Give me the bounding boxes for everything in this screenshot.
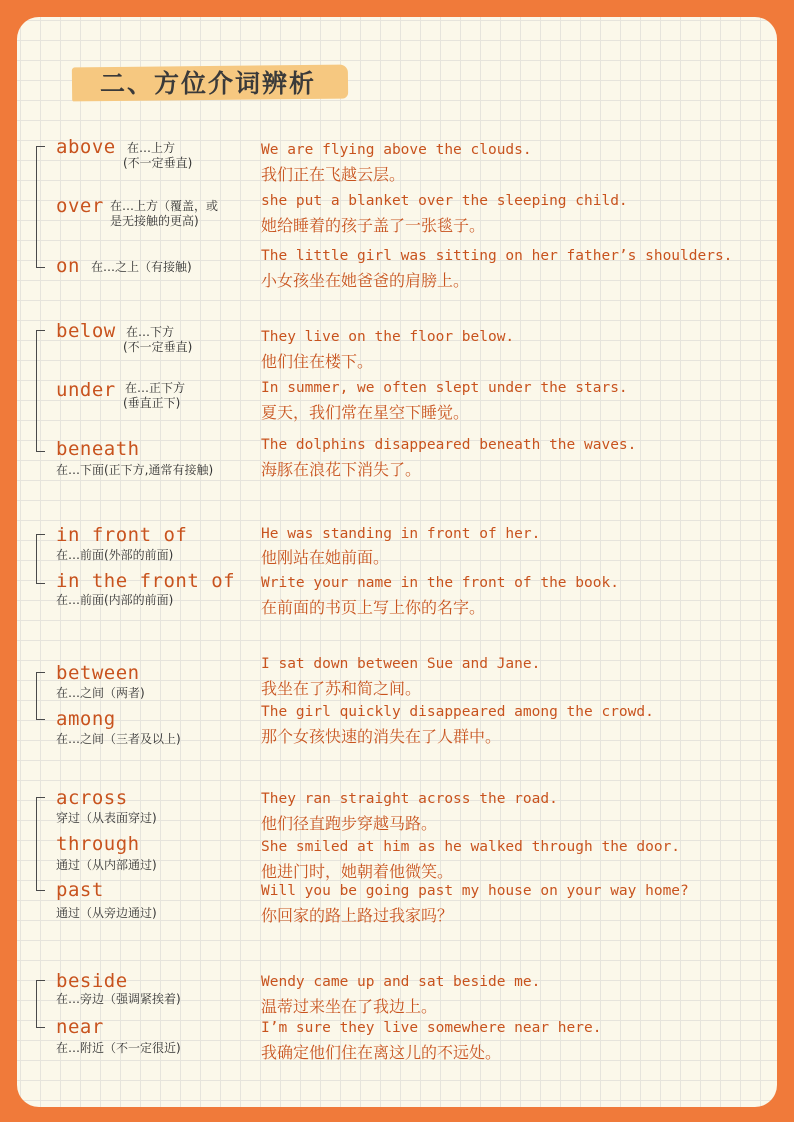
example-chinese: 他进门时，她朝着他微笑。 xyxy=(261,862,454,881)
group-bracket-above xyxy=(36,146,45,268)
section-heading xyxy=(72,58,316,100)
example-chinese: 我们正在飞越云层。 xyxy=(261,165,406,184)
example-chinese: 我确定他们住在离这儿的不远处。 xyxy=(261,1043,502,1062)
usage-note: 在…前面(外部的前面) xyxy=(56,548,174,562)
example-english: Will you be going past my house on your way home? xyxy=(261,883,689,899)
example-english: she put a blanket over the sleeping child. xyxy=(261,193,628,209)
preposition-word: between xyxy=(56,662,140,684)
example-chinese: 海豚在浪花下消失了。 xyxy=(261,460,422,479)
example-english: Write your name in the front of the book. xyxy=(261,575,619,591)
example-english: She smiled at him as he walked through the door. xyxy=(261,839,681,855)
preposition-word: above xyxy=(56,136,116,158)
group-bracket-between xyxy=(36,672,45,720)
example-english: I’m sure they live somewhere near here. xyxy=(261,1020,602,1036)
usage-note: 在…下面(正下方,通常有接触) xyxy=(56,463,214,477)
preposition-word: near xyxy=(56,1016,104,1038)
preposition-word: among xyxy=(56,708,116,730)
preposition-word: beside xyxy=(56,970,128,992)
example-chinese: 那个女孩快速的消失在了人群中。 xyxy=(261,727,502,746)
example-english: He was standing in front of her. xyxy=(261,526,541,542)
group-bracket-beside xyxy=(36,980,45,1028)
example-english: We are flying above the clouds. xyxy=(261,142,532,158)
usage-note: 在…前面(内部的前面) xyxy=(56,593,174,607)
preposition-word: through xyxy=(56,833,140,855)
usage-note-2: (不一定垂直) xyxy=(123,340,193,354)
example-english: Wendy came up and sat beside me. xyxy=(261,974,541,990)
usage-note: 在…之上（有接触) xyxy=(91,260,192,274)
preposition-word: past xyxy=(56,879,104,901)
example-english: They ran straight across the road. xyxy=(261,791,558,807)
example-english: The little girl was sitting on her father’s shoulders. xyxy=(261,248,733,264)
usage-note: 在…上方 xyxy=(127,141,176,155)
example-chinese: 在前面的书页上写上你的名字。 xyxy=(261,598,486,617)
example-chinese: 小女孩坐在她爸爸的肩膀上。 xyxy=(261,271,470,290)
example-english: In summer, we often slept under the stars. xyxy=(261,380,628,396)
usage-note: 在…上方（覆盖，或 xyxy=(110,199,219,213)
example-english: The girl quickly disappeared among the crowd. xyxy=(261,704,654,720)
preposition-word: beneath xyxy=(56,438,140,460)
usage-note: 在…下方 xyxy=(126,325,175,339)
example-chinese: 夏天，我们常在星空下睡觉。 xyxy=(261,403,470,422)
example-chinese: 我坐在了苏和简之间。 xyxy=(261,679,422,698)
example-chinese: 他刚站在她前面。 xyxy=(261,548,390,567)
preposition-word: across xyxy=(56,787,128,809)
preposition-word: over xyxy=(56,195,104,217)
usage-note: 通过（从旁边通过) xyxy=(56,906,157,920)
usage-note: 在…附近（不一定很近) xyxy=(56,1041,181,1055)
example-english: The dolphins disappeared beneath the waves. xyxy=(261,437,637,453)
usage-note: 穿过（从表面穿过) xyxy=(56,811,157,825)
example-chinese: 你回家的路上路过我家吗？ xyxy=(261,906,454,925)
group-bracket-across xyxy=(36,797,45,891)
usage-note: 在…正下方 xyxy=(125,381,186,395)
preposition-word: in front of xyxy=(56,524,188,546)
usage-note: 通过（从内部通过) xyxy=(56,858,157,872)
example-chinese: 温蒂过来坐在了我边上。 xyxy=(261,997,438,1016)
usage-note: 在…旁边（强调紧挨着) xyxy=(56,992,181,1006)
example-english: I sat down between Sue and Jane. xyxy=(261,656,541,672)
usage-note-2: (不一定垂直) xyxy=(123,156,193,170)
example-chinese: 她给睡着的孩子盖了一张毯子。 xyxy=(261,216,486,235)
group-bracket-front xyxy=(36,534,45,584)
example-english: They live on the floor below. xyxy=(261,329,515,345)
preposition-word: on xyxy=(56,255,80,277)
usage-note: 在…之间（两者) xyxy=(56,686,145,700)
preposition-word: under xyxy=(56,379,116,401)
usage-note: 在…之间（三者及以上) xyxy=(56,732,181,746)
usage-note-2: (垂直正下) xyxy=(123,396,181,410)
usage-note-2: 是无接触的更高) xyxy=(110,214,199,228)
preposition-word: below xyxy=(56,320,116,342)
example-chinese: 他们住在楼下。 xyxy=(261,352,374,371)
preposition-word: in the front of xyxy=(56,570,236,592)
group-bracket-below xyxy=(36,330,45,452)
example-chinese: 他们径直跑步穿越马路。 xyxy=(261,814,438,833)
page-title: 二、方位介词辨析 xyxy=(100,69,317,98)
